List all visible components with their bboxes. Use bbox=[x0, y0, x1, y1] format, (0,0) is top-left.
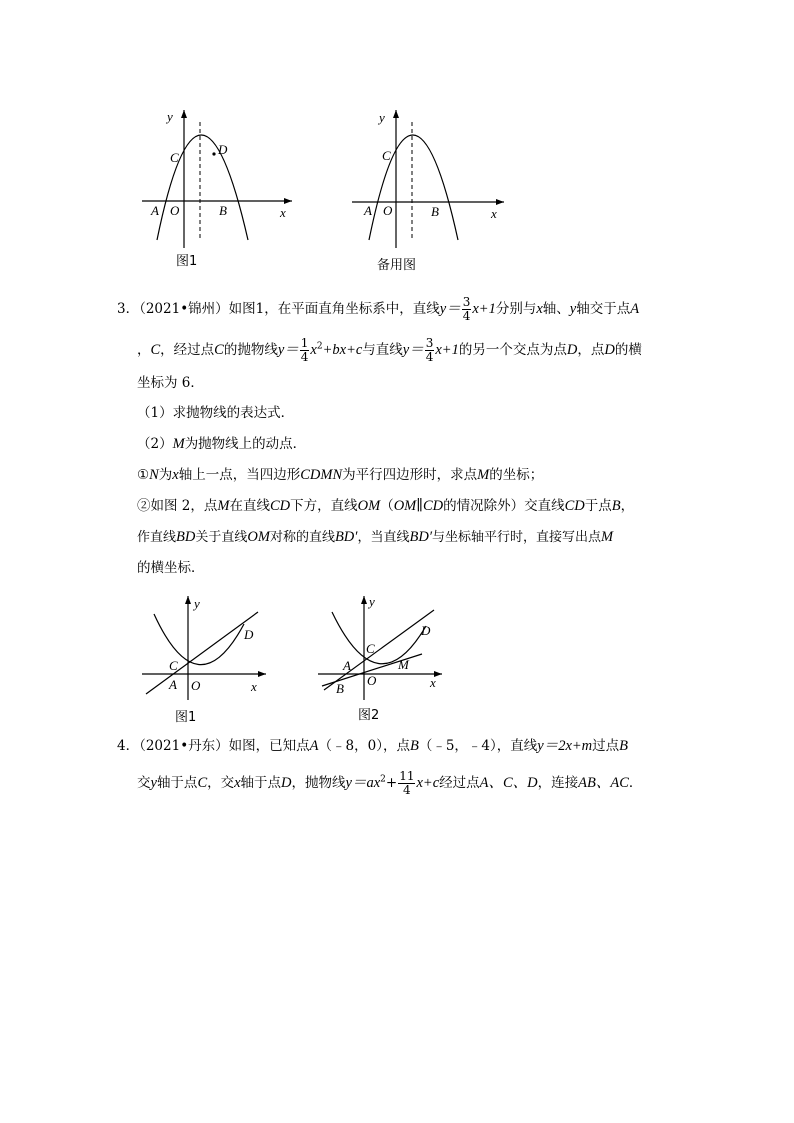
problem-4-line-2 bbox=[137, 763, 642, 803]
a-label: A bbox=[343, 658, 351, 673]
figure-caption: 备用图 bbox=[377, 258, 417, 273]
superscript: 2 bbox=[380, 774, 386, 785]
numerator: 1 bbox=[300, 336, 309, 350]
var: M bbox=[601, 529, 614, 545]
var: A bbox=[309, 738, 319, 754]
problem-number: 3． bbox=[117, 301, 140, 317]
c-label: C bbox=[366, 641, 375, 656]
top-figure-1-graph bbox=[130, 100, 320, 280]
b-label: B bbox=[336, 681, 344, 696]
a-label: A bbox=[151, 203, 159, 218]
line-cd bbox=[146, 612, 258, 694]
o-label: O bbox=[191, 678, 201, 693]
top-figure-1 bbox=[130, 100, 320, 280]
sub-question-2-line-2 bbox=[137, 526, 613, 549]
y-axis-arrow-icon bbox=[361, 596, 367, 604]
d-label: D bbox=[244, 627, 254, 642]
text: 轴、 bbox=[542, 301, 570, 317]
var: M bbox=[477, 467, 490, 483]
fraction-3-4-b bbox=[425, 337, 435, 364]
d-label: D bbox=[218, 142, 228, 157]
var: D bbox=[604, 342, 615, 358]
parabola bbox=[332, 612, 426, 664]
text: （﹣8，0），点 bbox=[318, 738, 410, 754]
text: 的另一个交点为点 bbox=[458, 342, 567, 358]
y-label: y bbox=[379, 110, 385, 125]
var: CD bbox=[269, 498, 291, 514]
var: x bbox=[172, 467, 179, 483]
text: （2） bbox=[137, 436, 173, 452]
text: 的坐标； bbox=[489, 467, 544, 483]
y-label: y bbox=[194, 596, 200, 611]
text: 为 bbox=[158, 467, 173, 483]
text: 关于直线 bbox=[195, 530, 248, 545]
d-label: D bbox=[421, 623, 431, 638]
x-axis-arrow-icon bbox=[258, 671, 266, 677]
var: M bbox=[217, 498, 230, 514]
text: ，连接 bbox=[537, 775, 579, 791]
y-axis-arrow-icon bbox=[181, 110, 187, 118]
b-label: B bbox=[219, 203, 227, 218]
denominator: 4 bbox=[300, 350, 309, 364]
text: ，点 bbox=[577, 342, 605, 358]
fraction-1-4 bbox=[300, 337, 310, 364]
superscript: 2 bbox=[316, 341, 323, 352]
sub-question-2-line-3 bbox=[137, 557, 205, 579]
x-label: x bbox=[491, 206, 497, 221]
var: x bbox=[310, 342, 317, 358]
problem-3-line-2 bbox=[137, 330, 642, 370]
text: 与直线 bbox=[362, 342, 403, 358]
x-label: x bbox=[280, 205, 286, 220]
fraction-3-4 bbox=[462, 296, 472, 323]
text: ， bbox=[620, 498, 635, 514]
var: +bx+c bbox=[322, 342, 363, 358]
problem-3-line-1 bbox=[117, 289, 639, 329]
figure-caption: 图1 bbox=[176, 254, 198, 269]
text: 的情况除外）交直线 bbox=[443, 498, 565, 514]
var: B bbox=[619, 738, 629, 754]
var: y＝ bbox=[402, 342, 424, 358]
var: y＝ bbox=[277, 342, 299, 358]
var: C bbox=[150, 342, 161, 358]
var: BD bbox=[176, 529, 196, 545]
var: x+1 bbox=[472, 301, 496, 317]
var: y＝2x+m bbox=[537, 738, 593, 754]
text: 的横坐标． bbox=[137, 560, 205, 576]
var: y bbox=[569, 301, 577, 317]
p3-figure-2-graph bbox=[316, 590, 456, 730]
a-label: A bbox=[169, 677, 177, 692]
var: A bbox=[630, 301, 640, 317]
var: C bbox=[197, 775, 208, 791]
var: y＝ax bbox=[345, 775, 381, 791]
x-axis-arrow-icon bbox=[284, 198, 292, 204]
text: 如图 2，点 bbox=[150, 498, 218, 514]
text: 的横 bbox=[614, 342, 642, 358]
denominator: 4 bbox=[425, 350, 434, 364]
problem-number: 4． bbox=[117, 738, 140, 754]
c-label: C bbox=[170, 150, 179, 165]
var: x+c bbox=[416, 775, 440, 791]
var: AB、AC bbox=[578, 775, 629, 791]
problem-3-line-3 bbox=[137, 372, 204, 394]
top-spare-figure bbox=[340, 100, 530, 280]
text: 轴交于点 bbox=[576, 301, 631, 317]
text: + bbox=[385, 775, 398, 791]
var: x+1 bbox=[435, 342, 459, 358]
text: 轴上一点，当四边形 bbox=[178, 467, 301, 483]
p3-figure-1-graph bbox=[140, 590, 280, 730]
text: 为抛物线上的动点． bbox=[184, 436, 307, 452]
var: B bbox=[611, 498, 621, 514]
numerator: 11 bbox=[399, 769, 415, 783]
text: ，交 bbox=[207, 775, 235, 791]
question-1 bbox=[137, 402, 294, 424]
var: N bbox=[149, 467, 159, 483]
y-label: y bbox=[167, 109, 173, 124]
parabola bbox=[154, 614, 244, 665]
spare-figure-graph bbox=[340, 100, 530, 280]
problem-4-line-1 bbox=[117, 735, 628, 757]
text: （1）求抛物线的表达式． bbox=[137, 405, 295, 421]
text: 分别与 bbox=[495, 301, 537, 317]
c-label: C bbox=[382, 148, 391, 163]
circled-number: ② bbox=[137, 498, 151, 514]
text: 轴于点 bbox=[240, 775, 282, 791]
y-axis-arrow-icon bbox=[393, 110, 399, 118]
text: ，抛物线 bbox=[291, 775, 346, 791]
text: ，当直线 bbox=[357, 530, 410, 545]
var: BD′ bbox=[334, 529, 358, 545]
text: ． bbox=[628, 775, 643, 791]
a-label: A bbox=[364, 203, 372, 218]
var: A、C、D bbox=[479, 775, 538, 791]
text: 在直线 bbox=[229, 498, 270, 514]
denominator: 4 bbox=[462, 309, 471, 323]
var: CD bbox=[564, 498, 585, 514]
problem-3-figure-2 bbox=[316, 590, 456, 730]
var: y＝ bbox=[439, 301, 461, 317]
o-label: O bbox=[383, 203, 393, 218]
text: 轴于点 bbox=[156, 775, 198, 791]
text: 对称的直线 bbox=[269, 530, 335, 545]
source: （2021•丹东） bbox=[139, 738, 229, 754]
text: 于点 bbox=[584, 498, 612, 514]
var: x bbox=[234, 775, 241, 791]
var: D bbox=[566, 342, 578, 358]
text: 交 bbox=[137, 775, 151, 791]
c-label: C bbox=[169, 658, 178, 673]
o-label: O bbox=[170, 203, 180, 218]
var: OM bbox=[357, 498, 381, 514]
figure-caption: 图1 bbox=[175, 710, 197, 725]
y-axis-arrow-icon bbox=[185, 596, 191, 604]
m-label: M bbox=[398, 657, 409, 672]
numerator: 3 bbox=[462, 295, 471, 309]
text: 坐标为 6． bbox=[137, 375, 204, 391]
text: 与坐标轴平行时，直接写出点 bbox=[432, 530, 602, 545]
var: M bbox=[172, 436, 185, 452]
b-label: B bbox=[431, 204, 439, 219]
o-label: O bbox=[367, 673, 377, 688]
question-2 bbox=[137, 433, 306, 455]
sub-question-2 bbox=[137, 495, 634, 517]
var: OM bbox=[247, 529, 270, 545]
var: B bbox=[409, 738, 419, 754]
var: x bbox=[536, 301, 543, 317]
var: C bbox=[214, 342, 224, 358]
var: CDMN bbox=[300, 467, 343, 483]
var: y bbox=[150, 775, 157, 791]
line-cd bbox=[324, 610, 434, 690]
y-label: y bbox=[369, 594, 375, 609]
x-axis-arrow-icon bbox=[496, 199, 504, 205]
point-d bbox=[212, 152, 215, 155]
x-label: x bbox=[430, 675, 436, 690]
denominator: 4 bbox=[403, 783, 411, 797]
text: 下方，直线 bbox=[290, 498, 358, 514]
figure-caption: 图2 bbox=[358, 708, 380, 723]
var: D bbox=[281, 775, 292, 791]
text: （ bbox=[380, 498, 394, 514]
circled-number: ① bbox=[137, 467, 150, 483]
numerator: 3 bbox=[425, 336, 434, 350]
text: 的抛物线 bbox=[223, 342, 278, 358]
x-label: x bbox=[251, 679, 257, 694]
text: 为平行四边形时，求点 bbox=[342, 467, 478, 483]
text: 过点 bbox=[592, 738, 620, 754]
text: 如图1，在平面直角坐标系中，直线 bbox=[228, 301, 440, 317]
var: OM∥CD bbox=[393, 498, 444, 514]
sub-question-1 bbox=[137, 464, 543, 486]
var: BD′ bbox=[409, 529, 432, 545]
problem-3-figure-1 bbox=[140, 590, 280, 730]
text: 作直线 bbox=[137, 530, 177, 545]
text: ，经过点 bbox=[160, 342, 215, 358]
text: （﹣5，﹣4），直线 bbox=[418, 738, 538, 754]
fraction-11-4 bbox=[398, 770, 415, 797]
text: 经过点 bbox=[439, 775, 480, 791]
source: （2021•锦州） bbox=[139, 301, 229, 317]
text: 如图，已知点 bbox=[228, 738, 310, 754]
text: ， bbox=[137, 342, 151, 358]
